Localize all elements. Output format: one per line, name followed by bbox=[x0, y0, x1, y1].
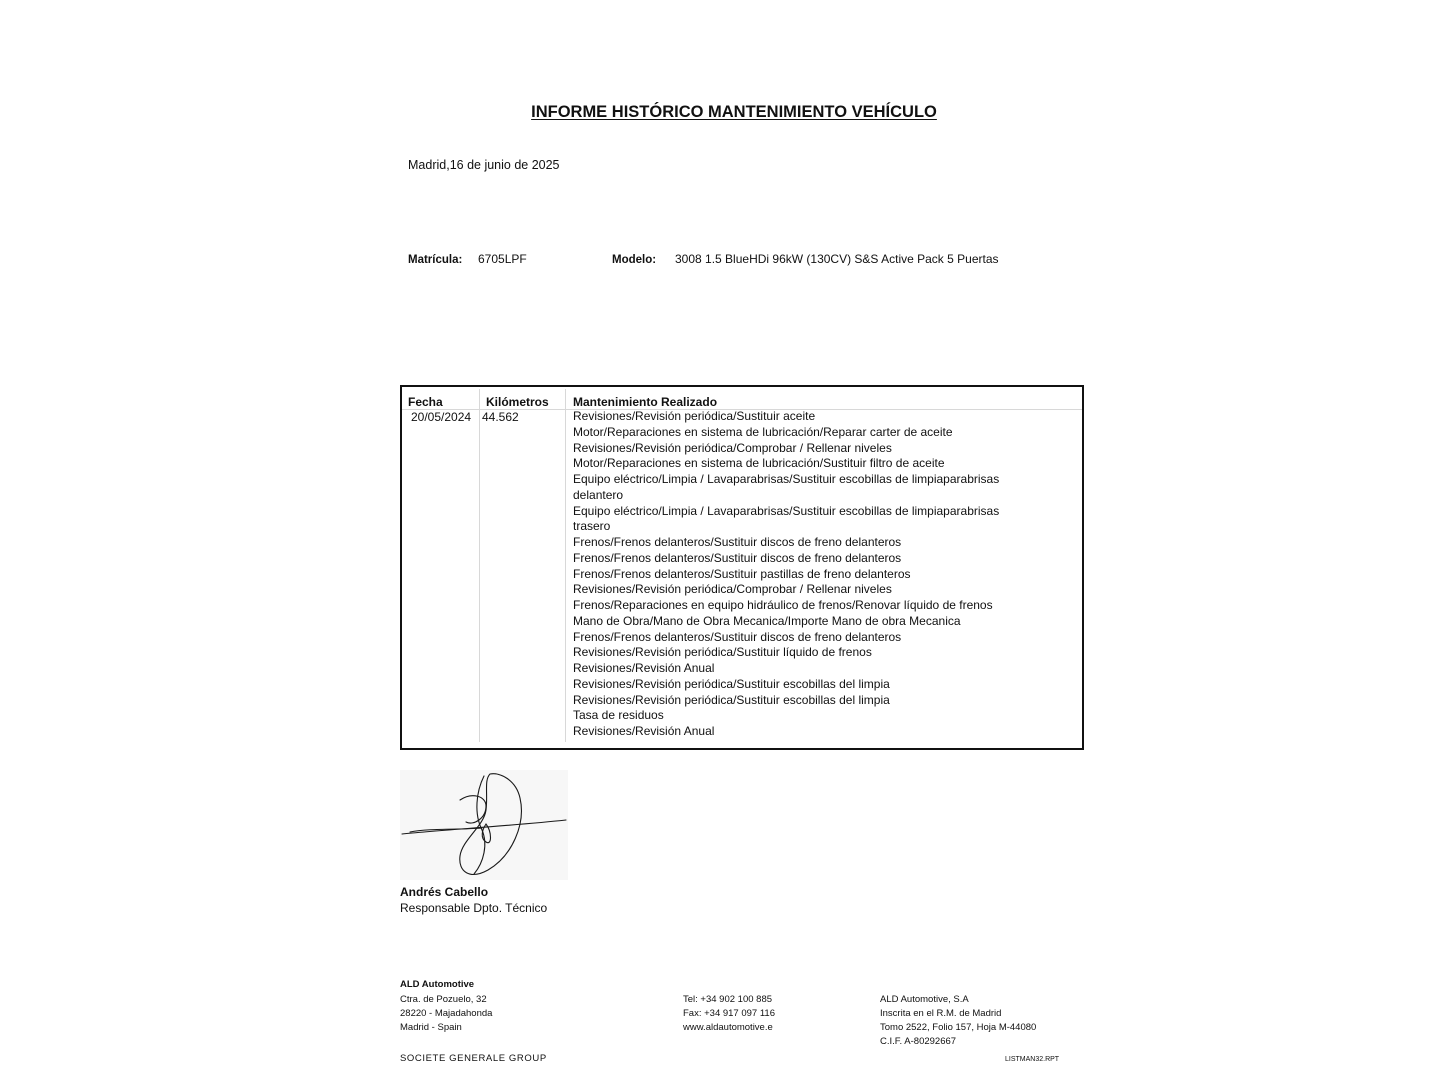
list-item: Mano de Obra/Mano de Obra Mecanica/Importe Mano de obra Mecanica bbox=[573, 613, 961, 628]
list-item: Revisiones/Revisión periódica/Comprobar / Rellenar niveles bbox=[573, 440, 892, 455]
report-date: 16 de junio de 2025 bbox=[449, 158, 560, 172]
plate-label: Matrícula: bbox=[408, 254, 463, 266]
footer-address-line: Ctra. de Pozuelo, 32 bbox=[400, 994, 487, 1005]
footer-legal-line: C.I.F. A-80292667 bbox=[880, 1036, 957, 1047]
footer-company: ALD Automotive bbox=[400, 979, 475, 990]
footer-website: www.aldautomotive.e bbox=[683, 1022, 773, 1033]
footer-group: SOCIETE GENERALE GROUP bbox=[400, 1053, 547, 1064]
list-item: delantero bbox=[573, 487, 624, 502]
row-date: 20/05/2024 bbox=[411, 410, 472, 424]
plate-value: 6705LPF bbox=[478, 252, 527, 266]
maintenance-table bbox=[400, 385, 1084, 750]
report-city: Madrid, bbox=[408, 158, 450, 172]
list-item: Motor/Reparaciones en sistema de lubricación/Sustituir filtro de aceite bbox=[573, 456, 945, 471]
signature-image bbox=[400, 770, 568, 880]
list-item: trasero bbox=[573, 519, 611, 534]
footer-address bbox=[400, 993, 492, 1035]
footer-legal bbox=[880, 993, 1036, 1049]
list-item: Revisiones/Revisión periódica/Sustituir escobillas del limpia bbox=[573, 676, 890, 691]
footer-legal-line: Inscrita en el R.M. de Madrid bbox=[880, 1008, 1002, 1019]
list-item: Motor/Reparaciones en sistema de lubricación/Reparar carter de aceite bbox=[573, 424, 953, 439]
column-divider-2 bbox=[565, 389, 566, 742]
header-maintenance: Mantenimiento Realizado bbox=[573, 395, 718, 409]
list-item: Revisiones/Revisión periódica/Comprobar / Rellenar niveles bbox=[573, 582, 892, 597]
model-value: 3008 1.5 BlueHDi 96kW (130CV) S&S Active Pack 5 Puertas bbox=[675, 252, 999, 266]
model-label: Modelo: bbox=[612, 254, 657, 266]
report-title: INFORME HISTÓRICO MANTENIMIENTO VEHÍCULO bbox=[531, 103, 937, 121]
report-date-line bbox=[408, 158, 560, 172]
footer-legal-line: ALD Automotive, S.A bbox=[880, 994, 969, 1005]
list-item: Frenos/Frenos delanteros/Sustituir discos de freno delanteros bbox=[573, 535, 902, 549]
maintenance-task-list bbox=[573, 409, 999, 740]
column-divider-1 bbox=[479, 389, 480, 742]
report-code: LISTMAN32.RPT bbox=[1005, 1056, 1060, 1063]
list-item: Equipo eléctrico/Limpia / Lavaparabrisas/Sustituir escobillas de limpiaparabrisas bbox=[573, 503, 1000, 518]
footer-legal-line: Tomo 2522, Folio 157, Hoja M-44080 bbox=[880, 1022, 1037, 1033]
list-item: Tasa de residuos bbox=[573, 708, 664, 723]
footer-contact bbox=[683, 993, 775, 1035]
list-item: Frenos/Reparaciones en equipo hidráulico de frenos/Renovar líquido de frenos bbox=[573, 598, 993, 612]
footer-address-line: 28220 - Majadahonda bbox=[400, 1008, 493, 1019]
list-item: Frenos/Frenos delanteros/Sustituir pastillas de freno delanteros bbox=[573, 566, 911, 581]
signer-role: Responsable Dpto. Técnico bbox=[400, 901, 548, 915]
list-item: Revisiones/Revisión Anual bbox=[573, 661, 715, 675]
footer-phone: Tel: +34 902 100 885 bbox=[683, 994, 773, 1005]
list-item: Frenos/Frenos delanteros/Sustituir discos de freno delanteros bbox=[573, 550, 902, 565]
list-item: Revisiones/Revisión periódica/Sustituir líquido de frenos bbox=[573, 645, 872, 660]
header-date: Fecha bbox=[408, 395, 443, 409]
footer-fax: Fax: +34 917 097 116 bbox=[683, 1008, 775, 1019]
row-km: 44.562 bbox=[482, 410, 519, 424]
footer-address-line: Madrid - Spain bbox=[400, 1022, 462, 1033]
list-item: Revisiones/Revisión periódica/Sustituir aceite bbox=[573, 409, 816, 423]
list-item: Frenos/Frenos delanteros/Sustituir discos de freno delanteros bbox=[573, 629, 902, 644]
list-item: Revisiones/Revisión Anual bbox=[573, 724, 715, 738]
list-item: Equipo eléctrico/Limpia / Lavaparabrisas/Sustituir escobillas de limpiaparabrisas bbox=[573, 472, 1000, 486]
header-km: Kilómetros bbox=[486, 395, 549, 409]
list-item: Revisiones/Revisión periódica/Sustituir escobillas del limpia bbox=[573, 692, 890, 707]
signer-name: Andrés Cabello bbox=[400, 885, 489, 899]
